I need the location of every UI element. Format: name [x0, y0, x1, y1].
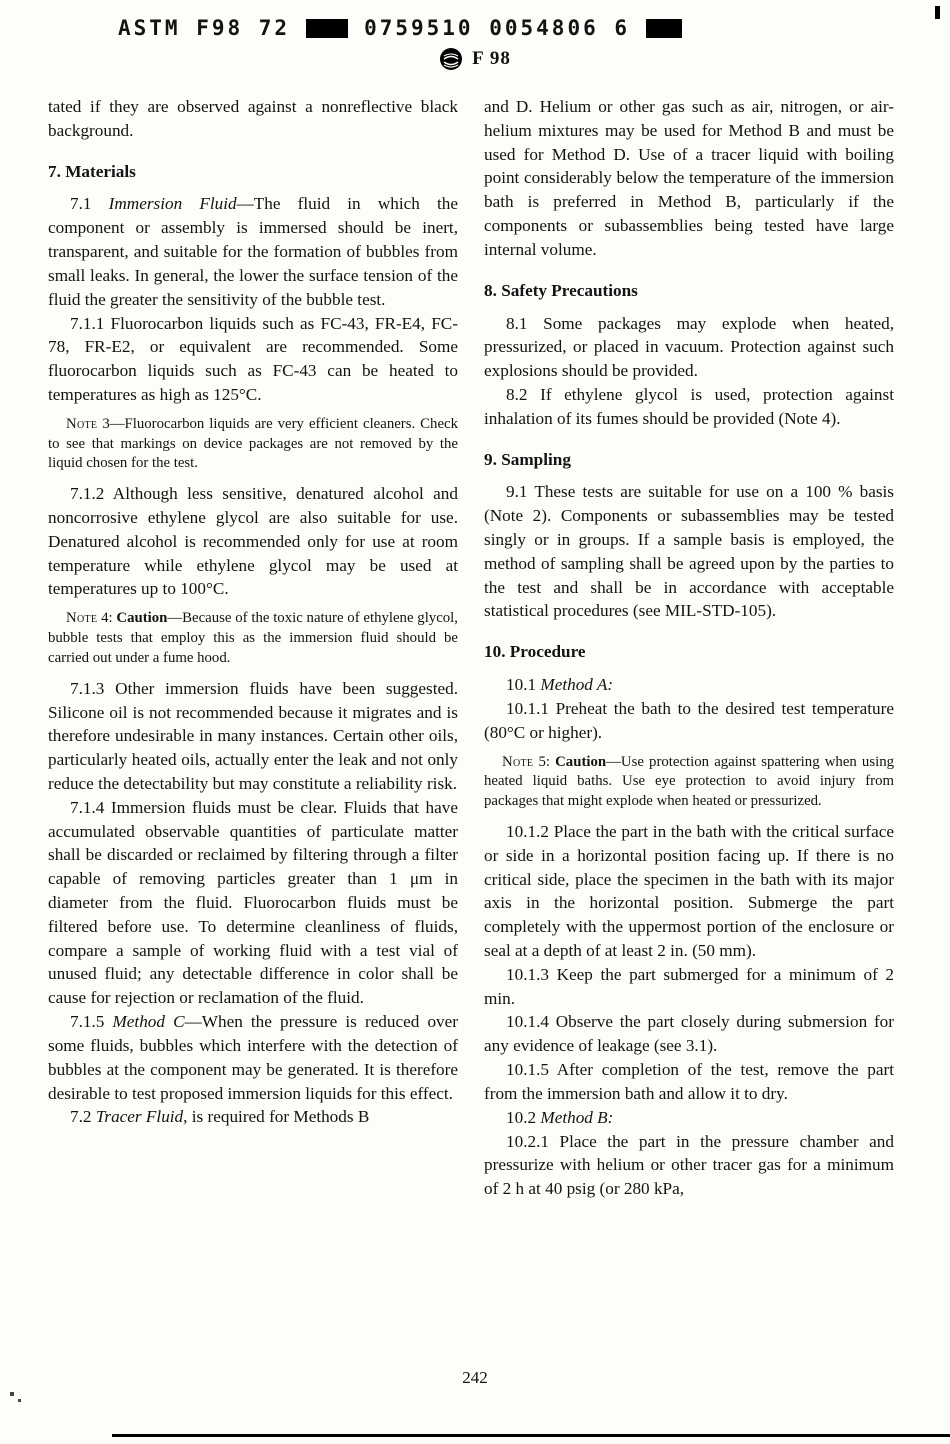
- text-run: —When the pressure is reduced over some fluids, bubbles which interfere with the detection of bubbles at the component may be generated. It is therefore desirable to test proposed immersion liquids for this effect.: [48, 1012, 458, 1103]
- section-heading: [484, 640, 894, 664]
- text-run: Note: [66, 610, 98, 627]
- text-run: Method A:: [540, 675, 614, 695]
- text-run: 10.1: [506, 675, 541, 695]
- right-column: [484, 95, 894, 1201]
- text-run: —The fluid in which the component or assembly is immersed should be inert, transparent, and suitable for the formation of bubbles from small leaks. In general, the lower the surface tension of the fluid the greater the sensitivity of the bubble test.: [48, 194, 458, 309]
- text-run: Caution: [116, 610, 168, 627]
- document-number: 0759510 0054806 6: [364, 16, 631, 40]
- paragraph: [48, 796, 458, 1010]
- text-run: 10.1.1 Preheat the bath to the desired test temperature (80°C or higher).: [484, 698, 894, 742]
- document-body: [0, 71, 950, 1201]
- paragraph: [484, 312, 894, 383]
- text-run: Method C: [112, 1012, 185, 1032]
- text-run: tated if they are observed against a nonreflective black background.: [48, 97, 458, 140]
- text-run: —Because of the toxic nature of ethylene glycol, bubble tests that employ this as the immersion fluid should be carried out under a fume hood.: [48, 610, 458, 666]
- barcode-block-icon: [646, 19, 682, 38]
- astm-logo-icon: [439, 47, 463, 71]
- text-run: 7.2: [70, 1107, 96, 1127]
- print-speck: [10, 1392, 14, 1396]
- section-heading: [484, 279, 894, 303]
- text-run: 10.1.2 Place the part in the bath with the critical surface or side in a horizontal position facing up. If there is no critical side, place the specimen in the bath with its major axis in the horizontal position. Submerge the part completely with the uppermost portion of the enclosure or seal at a depth of at least 2 in. (50 mm).: [484, 821, 894, 960]
- text-run: 8.1 Some packages may explode when heated, pressurized, or placed in vacuum. Protection against such explosions should be provided.: [484, 313, 894, 381]
- paragraph: [484, 1130, 894, 1201]
- paragraph: [484, 1058, 894, 1106]
- text-run: 7.1.3 Other immersion fluids have been suggested. Silicone oil is not recommended because it migrates and is therefore undesirable in many instances. Certain other oils, particularly heated oils, actually enter the leak and not only reduce the detectability but may constitute a reliability risk.: [48, 678, 458, 793]
- text-run: 9. Sampling: [484, 449, 571, 469]
- paragraph: [48, 192, 458, 311]
- corner-print-mark: [935, 6, 940, 19]
- text-run: Method B:: [540, 1107, 614, 1127]
- text-run: 7.1: [70, 194, 109, 214]
- text-run: 10.2.1 Place the part in the pressure chamber and pressurize with helium or other tracer gas for a minimum of 2 h at 40 psig (or 280 kPa,: [484, 1131, 894, 1199]
- note-paragraph: [48, 609, 458, 668]
- left-column: [48, 95, 458, 1201]
- paragraph: [484, 480, 894, 623]
- text-run: 10.1.3 Keep the part submerged for a minimum of 2 min.: [484, 964, 894, 1008]
- bottom-rule: [112, 1434, 950, 1437]
- text-run: 10.1.5 After completion of the test, remove the part from the immersion bath and allow it to dry.: [484, 1060, 894, 1103]
- section-heading: [484, 448, 894, 472]
- paragraph: [48, 1010, 458, 1105]
- text-run: and D. Helium or other gas such as air, nitrogen, or air-helium mixtures may be used for Method B and must be used for Method D. Use of a tracer liquid with boiling point considerably below the temperature of the immersion bath is preferred in Method B, particularly if the components or subassemblies being tested have large internal volume.: [484, 97, 894, 259]
- text-run: , is required for Methods B: [183, 1107, 370, 1127]
- text-run: 5:: [533, 753, 556, 770]
- text-run: Caution: [555, 753, 607, 770]
- text-run: 7.1.4 Immersion fluids must be clear. Fluids that have accumulated observable quantities of particulate matter shall be discarded or reclaimed by filtering through a filter capable of removing particles greater than 1 μm in diameter from the fluid. Fluorocarbon fluids must be filtered before use. To determine cleanliness of fluids, compare a sample of working fluid with a test vial of unused fluid; any detectable difference in color shall be cause for rejection or reclamation of the fluid.: [48, 797, 458, 1008]
- paragraph: [48, 1105, 458, 1129]
- page-number: 242: [462, 1368, 488, 1387]
- text-run: Immersion Fluid: [108, 194, 237, 214]
- paragraph: [484, 383, 894, 431]
- paragraph: [48, 482, 458, 601]
- text-run: 7.1.5: [70, 1012, 113, 1032]
- note-paragraph: [48, 415, 458, 474]
- text-run: Note: [66, 415, 98, 432]
- text-run: 10.2: [506, 1107, 541, 1127]
- paragraph: [48, 677, 458, 796]
- doc-stamp-text: F 98: [472, 48, 511, 69]
- paragraph: [484, 963, 894, 1011]
- paragraph: [484, 95, 894, 262]
- standard-designation: ASTM F98 72: [118, 16, 291, 40]
- text-run: 7. Materials: [48, 161, 136, 181]
- text-run: 10.1.4 Observe the part closely during submersion for any evidence of leakage (see 3.1).: [484, 1012, 894, 1056]
- text-run: 7.1.1 Fluorocarbon liquids such as FC-43, FR-E4, FC-78, FR-E2, or equivalent are recommended. Some fluorocarbon liquids such as FC-43 can be heated to temperatures as high as 125°C.: [48, 313, 458, 404]
- barcode-block-icon: [306, 19, 348, 38]
- print-speck: [18, 1399, 21, 1402]
- document-code-line: [118, 16, 950, 40]
- text-run: 8. Safety Precautions: [484, 280, 638, 300]
- text-run: 7.1.2 Although less sensitive, denatured alcohol and noncorrosive ethylene glycol are also suitable for use. Denatured alcohol is recommended only for use at room temperature while ethylene glycol may be used at temperatures up to 100°C.: [48, 484, 458, 599]
- paragraph: [48, 312, 458, 407]
- paragraph: [484, 1010, 894, 1058]
- paragraph: [484, 820, 894, 963]
- text-run: 8.2 If ethylene glycol is used, protection against inhalation of its fumes should be provided (Note 4).: [484, 384, 894, 428]
- paragraph: [484, 697, 894, 745]
- section-heading: [48, 160, 458, 184]
- text-run: 10. Procedure: [484, 642, 586, 662]
- text-run: 3—Fluorocarbon liquids are very efficient cleaners. Check to see that markings on device packages are not removed by the liquid chosen for the test.: [48, 415, 458, 472]
- paragraph: [484, 1106, 894, 1130]
- text-run: —Use protection against spattering when using heated liquid baths. Use eye protection to avoid injury from packages that might explode when heated or pressurized.: [484, 753, 894, 810]
- text-run: Tracer Fluid: [95, 1107, 184, 1127]
- text-run: 9.1 These tests are suitable for use on a 100 % basis (Note 2). Components or subassemblies may be tested singly or in groups. If a sample basis is employed, the method of sampling shall be agreed upon by the parties to the test and shall be in accordance with acceptable statistical procedures (see MIL-STD-105).: [484, 482, 894, 621]
- text-run: 4:: [97, 610, 117, 627]
- note-paragraph: [484, 753, 894, 812]
- paragraph: [484, 673, 894, 697]
- paragraph: [48, 95, 458, 143]
- doc-stamp-line: [0, 47, 950, 71]
- text-run: Note: [502, 753, 534, 770]
